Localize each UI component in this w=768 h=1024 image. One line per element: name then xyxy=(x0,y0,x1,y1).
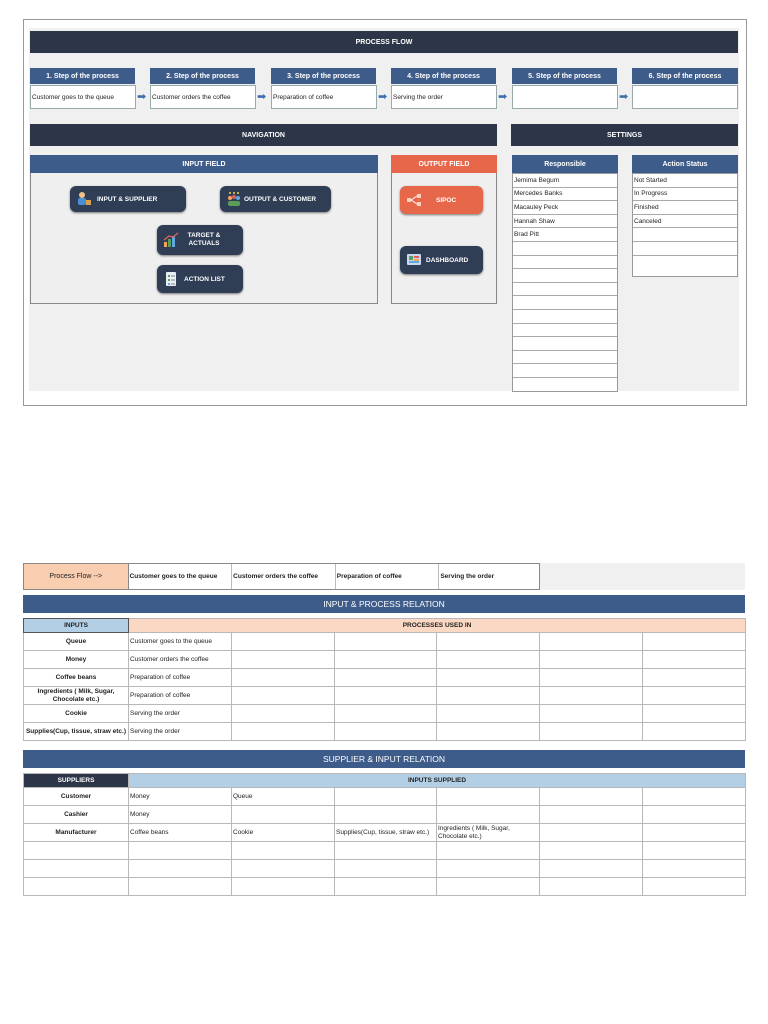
table-cell[interactable] xyxy=(232,669,335,687)
table-cell[interactable] xyxy=(643,878,746,896)
table-cell[interactable] xyxy=(540,687,643,705)
table-cell[interactable]: Money xyxy=(129,788,232,806)
flow-row-cell[interactable]: Customer orders the coffee xyxy=(232,564,336,589)
table-cell[interactable] xyxy=(232,687,335,705)
table-cell[interactable] xyxy=(24,878,129,896)
list-item[interactable] xyxy=(513,310,617,324)
table-cell[interactable] xyxy=(335,723,437,741)
table-cell[interactable]: Supplies(Cup, tissue, straw etc.) xyxy=(335,824,437,842)
arrow-right-icon: ➡ xyxy=(257,91,267,103)
flow-row xyxy=(23,563,540,590)
output-field-panel xyxy=(391,155,497,304)
table-cell[interactable]: Money xyxy=(129,806,232,824)
table-cell[interactable] xyxy=(129,860,232,878)
table-cell[interactable] xyxy=(540,878,643,896)
action-status-header: Action Status xyxy=(632,155,738,173)
table-cell[interactable]: Customer goes to the queue xyxy=(129,633,232,651)
step-6-field[interactable] xyxy=(632,85,738,109)
step-3-field[interactable]: Preparation of coffee xyxy=(271,85,377,109)
list-item[interactable] xyxy=(513,324,617,338)
list-item[interactable] xyxy=(633,228,737,242)
table-cell[interactable] xyxy=(129,842,232,860)
table-cell[interactable] xyxy=(232,860,335,878)
step-2-field[interactable]: Customer orders the coffee xyxy=(150,85,256,109)
table-cell[interactable] xyxy=(540,806,643,824)
table-cell[interactable] xyxy=(335,788,437,806)
step-5-field[interactable] xyxy=(512,85,618,109)
table-cell[interactable] xyxy=(643,651,746,669)
table-cell[interactable] xyxy=(540,824,643,842)
table-cell[interactable] xyxy=(643,687,746,705)
list-item[interactable] xyxy=(513,296,617,310)
table-cell[interactable]: Queue xyxy=(24,633,129,651)
dashboard-button[interactable]: DASHBOARD xyxy=(400,246,483,274)
table-cell[interactable] xyxy=(643,705,746,723)
table-cell[interactable]: Customer xyxy=(24,788,129,806)
list-item[interactable]: Jemima Begum xyxy=(513,174,617,188)
table-cell[interactable] xyxy=(437,705,540,723)
table-cell[interactable] xyxy=(335,633,437,651)
responsible-header: Responsible xyxy=(512,155,618,173)
table-cell[interactable] xyxy=(232,651,335,669)
step-5-header: 5. Step of the process xyxy=(512,68,617,84)
table-cell[interactable] xyxy=(335,878,437,896)
target-actuals-button[interactable]: TARGET & ACTUALS xyxy=(157,225,243,255)
table-cell[interactable]: Cashier xyxy=(24,806,129,824)
step-3-header: 3. Step of the process xyxy=(271,68,376,84)
processes-header: PROCESSES USED IN xyxy=(129,619,746,633)
input-process-title: INPUT & PROCESS RELATION xyxy=(23,595,745,613)
table-cell[interactable] xyxy=(232,723,335,741)
table-cell[interactable]: Preparation of coffee xyxy=(129,669,232,687)
table-cell[interactable] xyxy=(540,651,643,669)
list-item[interactable] xyxy=(513,269,617,283)
table-cell[interactable] xyxy=(232,633,335,651)
table-cell[interactable] xyxy=(643,824,746,842)
table-cell[interactable] xyxy=(540,669,643,687)
arrow-right-icon: ➡ xyxy=(378,91,388,103)
table-cell[interactable] xyxy=(437,669,540,687)
list-item[interactable] xyxy=(633,256,737,270)
list-item[interactable] xyxy=(513,242,617,256)
table-cell[interactable]: Money xyxy=(24,651,129,669)
table-cell[interactable]: Ingredients ( Milk, Sugar, Chocolate etc.) xyxy=(24,687,129,705)
action-list-button[interactable]: ACTION LIST xyxy=(157,265,243,293)
table-cell[interactable] xyxy=(335,860,437,878)
list-item[interactable]: In Progress xyxy=(633,188,737,202)
list-item[interactable] xyxy=(513,351,617,365)
navigation-title: NAVIGATION xyxy=(30,124,497,146)
table-cell[interactable] xyxy=(335,651,437,669)
list-item[interactable]: Hannah Shaw xyxy=(513,215,617,229)
table-cell[interactable]: Cookie xyxy=(24,705,129,723)
arrow-right-icon: ➡ xyxy=(137,91,147,103)
table-cell[interactable] xyxy=(335,669,437,687)
table-cell[interactable] xyxy=(335,687,437,705)
table-cell[interactable] xyxy=(232,705,335,723)
customers-icon xyxy=(226,191,242,207)
list-item[interactable] xyxy=(633,242,737,256)
input-field-title: INPUT FIELD xyxy=(30,155,378,173)
checklist-icon xyxy=(163,271,179,287)
table-cell[interactable] xyxy=(335,705,437,723)
table-cell[interactable] xyxy=(643,806,746,824)
table-cell[interactable] xyxy=(437,860,540,878)
list-item[interactable] xyxy=(513,378,617,392)
inputs-supplied-header: INPUTS SUPPLIED xyxy=(129,774,746,788)
step-1-header: 1. Step of the process xyxy=(30,68,135,84)
table-cell[interactable]: Coffee beans xyxy=(24,669,129,687)
table-cell[interactable] xyxy=(24,860,129,878)
table-cell[interactable] xyxy=(129,878,232,896)
network-icon xyxy=(406,192,422,208)
step-1-field[interactable]: Customer goes to the queue xyxy=(30,85,136,109)
list-item[interactable]: Macauley Peck xyxy=(513,201,617,215)
table-cell[interactable] xyxy=(437,687,540,705)
flow-row-cell[interactable]: Customer goes to the queue xyxy=(129,564,233,589)
sipoc-button[interactable]: SIPOC xyxy=(400,186,483,214)
table-cell[interactable] xyxy=(643,788,746,806)
table-cell[interactable] xyxy=(540,842,643,860)
list-item[interactable] xyxy=(513,364,617,378)
table-cell[interactable]: Preparation of coffee xyxy=(129,687,232,705)
list-item[interactable] xyxy=(513,256,617,270)
table-cell[interactable]: Supplies(Cup, tissue, straw etc.) xyxy=(24,723,129,741)
flow-row-cell[interactable]: Preparation of coffee xyxy=(336,564,440,589)
table-cell[interactable] xyxy=(437,806,540,824)
table-cell[interactable]: Coffee beans xyxy=(129,824,232,842)
input-process-table xyxy=(23,618,746,741)
step-4-header: 4. Step of the process xyxy=(391,68,496,84)
process-flow-title: PROCESS FLOW xyxy=(30,31,738,53)
supplier-input-table xyxy=(23,773,746,896)
table-cell[interactable]: Serving the order xyxy=(129,705,232,723)
table-cell[interactable] xyxy=(540,723,643,741)
list-item[interactable] xyxy=(513,337,617,351)
list-item[interactable]: Not Started xyxy=(633,174,737,188)
table-cell[interactable] xyxy=(643,723,746,741)
input-supplier-button[interactable]: INPUT & SUPPLIER xyxy=(70,186,186,212)
suppliers-header: SUPPLIERS xyxy=(24,774,129,788)
table-cell[interactable]: Queue xyxy=(232,788,335,806)
table-cell[interactable] xyxy=(437,651,540,669)
list-item[interactable]: Finished xyxy=(633,201,737,215)
table-cell[interactable] xyxy=(643,842,746,860)
output-customer-button[interactable]: OUTPUT & CUSTOMER xyxy=(220,186,331,212)
table-cell[interactable]: Customer orders the coffee xyxy=(129,651,232,669)
table-cell[interactable] xyxy=(232,806,335,824)
table-cell[interactable]: Manufacturer xyxy=(24,824,129,842)
table-cell[interactable] xyxy=(24,842,129,860)
output-field-title: OUTPUT FIELD xyxy=(391,155,497,173)
list-item[interactable]: Mercedes Banks xyxy=(513,188,617,202)
table-cell[interactable] xyxy=(643,669,746,687)
action-status-list xyxy=(632,173,738,277)
list-item[interactable]: Canceled xyxy=(633,215,737,229)
table-cell[interactable] xyxy=(643,633,746,651)
table-cell[interactable] xyxy=(437,723,540,741)
supplier-input-title: SUPPLIER & INPUT RELATION xyxy=(23,750,745,768)
table-cell[interactable] xyxy=(232,878,335,896)
arrow-right-icon: ➡ xyxy=(619,91,629,103)
table-cell[interactable] xyxy=(540,788,643,806)
responsible-list xyxy=(512,173,618,392)
table-cell[interactable] xyxy=(437,788,540,806)
arrow-right-icon: ➡ xyxy=(498,91,508,103)
flow-row-label: Process Flow --> xyxy=(24,564,129,589)
table-cell[interactable]: Ingredients ( Milk, Sugar, Chocolate etc.) xyxy=(437,824,540,842)
table-cell[interactable] xyxy=(643,860,746,878)
table-cell[interactable] xyxy=(437,842,540,860)
table-cell[interactable]: Serving the order xyxy=(129,723,232,741)
table-cell[interactable] xyxy=(540,633,643,651)
inputs-header: INPUTS xyxy=(24,619,129,633)
table-cell[interactable] xyxy=(335,806,437,824)
table-cell[interactable] xyxy=(335,842,437,860)
list-item[interactable]: Brad Pitt xyxy=(513,228,617,242)
table-cell[interactable] xyxy=(540,705,643,723)
bar-chart-icon xyxy=(163,232,179,248)
dashboard-icon xyxy=(406,252,422,268)
table-cell[interactable] xyxy=(540,860,643,878)
table-cell[interactable]: Cookie xyxy=(232,824,335,842)
list-item[interactable] xyxy=(513,283,617,297)
supplier-icon xyxy=(76,191,92,207)
table-cell[interactable] xyxy=(437,633,540,651)
step-2-header: 2. Step of the process xyxy=(150,68,255,84)
step-6-header: 6. Step of the process xyxy=(632,68,738,84)
table-cell[interactable] xyxy=(437,878,540,896)
flow-row-cell[interactable]: Serving the order xyxy=(440,573,495,580)
step-4-field[interactable]: Serving the order xyxy=(391,85,497,109)
table-cell[interactable] xyxy=(232,842,335,860)
settings-title: SETTINGS xyxy=(511,124,738,146)
